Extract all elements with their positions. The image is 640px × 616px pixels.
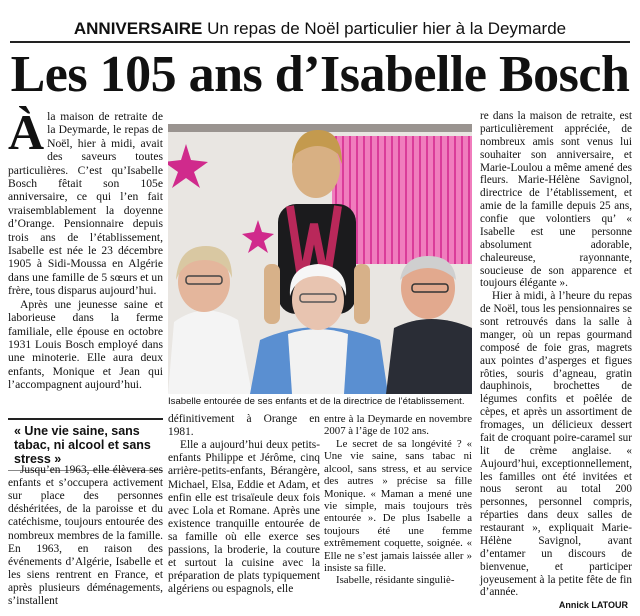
photo-illustration <box>168 124 472 394</box>
drop-cap: À <box>8 104 45 160</box>
headline: Les 105 ans d’Isabelle Bosch <box>10 46 630 103</box>
article-column-1-continued <box>8 464 163 608</box>
kicker-category: ANNIVERSAIRE <box>73 19 203 38</box>
kicker <box>0 18 640 40</box>
col2-paragraph-2: Elle a aujourd’hui deux petits-enfants Philippe et Jérôme, cinq arrière-petits-enfants, Bérangère, Michael, Elsa, Eddie et Adam, et enfin elle est trisaïeule deux fois avec Lola et Romane. Après une existence tranquille entourée de sa famille où elle exerce ses passions, la broderie, la couture et surtout la cuisine avec la préparation de plats typiquement algériens ou espagnols, elle <box>168 439 320 596</box>
col2-paragraph-1: définitivement à Orange en 1981. <box>168 413 320 439</box>
top-rule <box>10 41 630 43</box>
photo-caption: Isabelle entourée de ses enfants et de la directrice de l’établissement. <box>168 396 465 407</box>
col1-paragraph-3: Jusqu’en 1963, elle élèvera ses enfants et s’occupera activement sur place des personnes déshéritées, de la paroisse et du catéchisme, toujours entourée des nombreux membres de la famille. En 1963, en raison des événements d’Algérie, Isabelle et les siens rentrent en France, et après plusieurs déménagements, s’installent <box>8 464 163 608</box>
pull-quote: « Une vie saine, sans tabac, ni alcool et sans stress » <box>8 418 163 471</box>
article-column-2 <box>168 413 320 597</box>
col3-paragraph-2: Le secret de sa longévité ? « Une vie saine, sans tabac ni alcool, sans stress, et au service des autres » précise sa fille Monique. « Maman a mené une vie simple, mais toujours très entourée ». De plus Isabelle a toujours été une femme extrêmement coquette, soignée. « Elle ne s’est jamais laissée aller » insiste sa fille. <box>324 437 472 575</box>
col3-paragraph-3: Isabelle, résidante singuliè- <box>336 574 455 587</box>
article-column-3 <box>324 413 472 587</box>
col1-paragraph-1: la maison de retraite de la Deymarde, le repas de Noël, hier à midi, avait des saveurs toutes particulières. C’est qu’Isabelle Bosch fêtait son 105e anniversaire, ce qui l’en fait vraisemblablement la doyenne d’Orange. Pensionnaire depuis trois ans de l’établissement, Isabelle est née le 23 décembre 1905 à Sidi-Moussa en Algérie dans une famille de 5 sœurs et un frère, tous disparus aujourd’hui. <box>8 110 163 298</box>
article-column-4 <box>480 110 632 599</box>
col4-paragraph-1: re dans la maison de retraite, est particulièrement appréciée, de nombreux amis sont venus lui souhaiter son anniversaire, et Marie-Loulou a même amené des fleurs. Marie-Hélène Savignol, directrice de l’établissement, et amie de la famille depuis 25 ans, confie que volontiers qu’ « Isabelle est une personne absolument adorable, chaleureuse, rayonnante, soucieuse de son apparence et toujours élégante ». <box>480 110 632 290</box>
byline: Annick LATOUR <box>558 600 628 610</box>
kicker-text: Un repas de Noël particulier hier à la Deymarde <box>207 19 567 38</box>
article-photo <box>168 124 472 394</box>
article-column-1 <box>8 104 163 392</box>
col1-paragraph-2: Après une jeunesse saine et laborieuse dans la ferme familiale, elle épouse en octobre 1931 Louis Bosch employé dans une minoterie. Elle aura deux enfants, Monique et Jean qui l’accompagnent aujourd’hui. <box>8 297 163 392</box>
col3-paragraph-1: entre à la Deymarde en novembre 2007 à l’âge de 102 ans. <box>324 413 472 438</box>
col4-paragraph-2: Hier à midi, à l’heure du repas de Noël, tous les pensionnaires se sont retrouvés dans la salle à manger, où un repas gourmand composé de foie gras, magrets aux pointes d’asperges et figues rôties, souris d’agneau, gratin dauphinois, brochettes de légumes confits et poêlée de cèpes, et après un assortiment de fromages, un délicieux dessert fait de croquant poire-caramel sur lit de crème anglaise. « Aujourd’hui, exceptionnellement, les familles ont été invitées et nous seront au total 200 personnes, personnel compris, réparties dans deux salles de restaurant », expliquait Marie-Hélène Savignol, avant d’entamer un discours de bienvenue, et participer joyeusement à la petite fête de fin d’année. <box>480 290 632 599</box>
